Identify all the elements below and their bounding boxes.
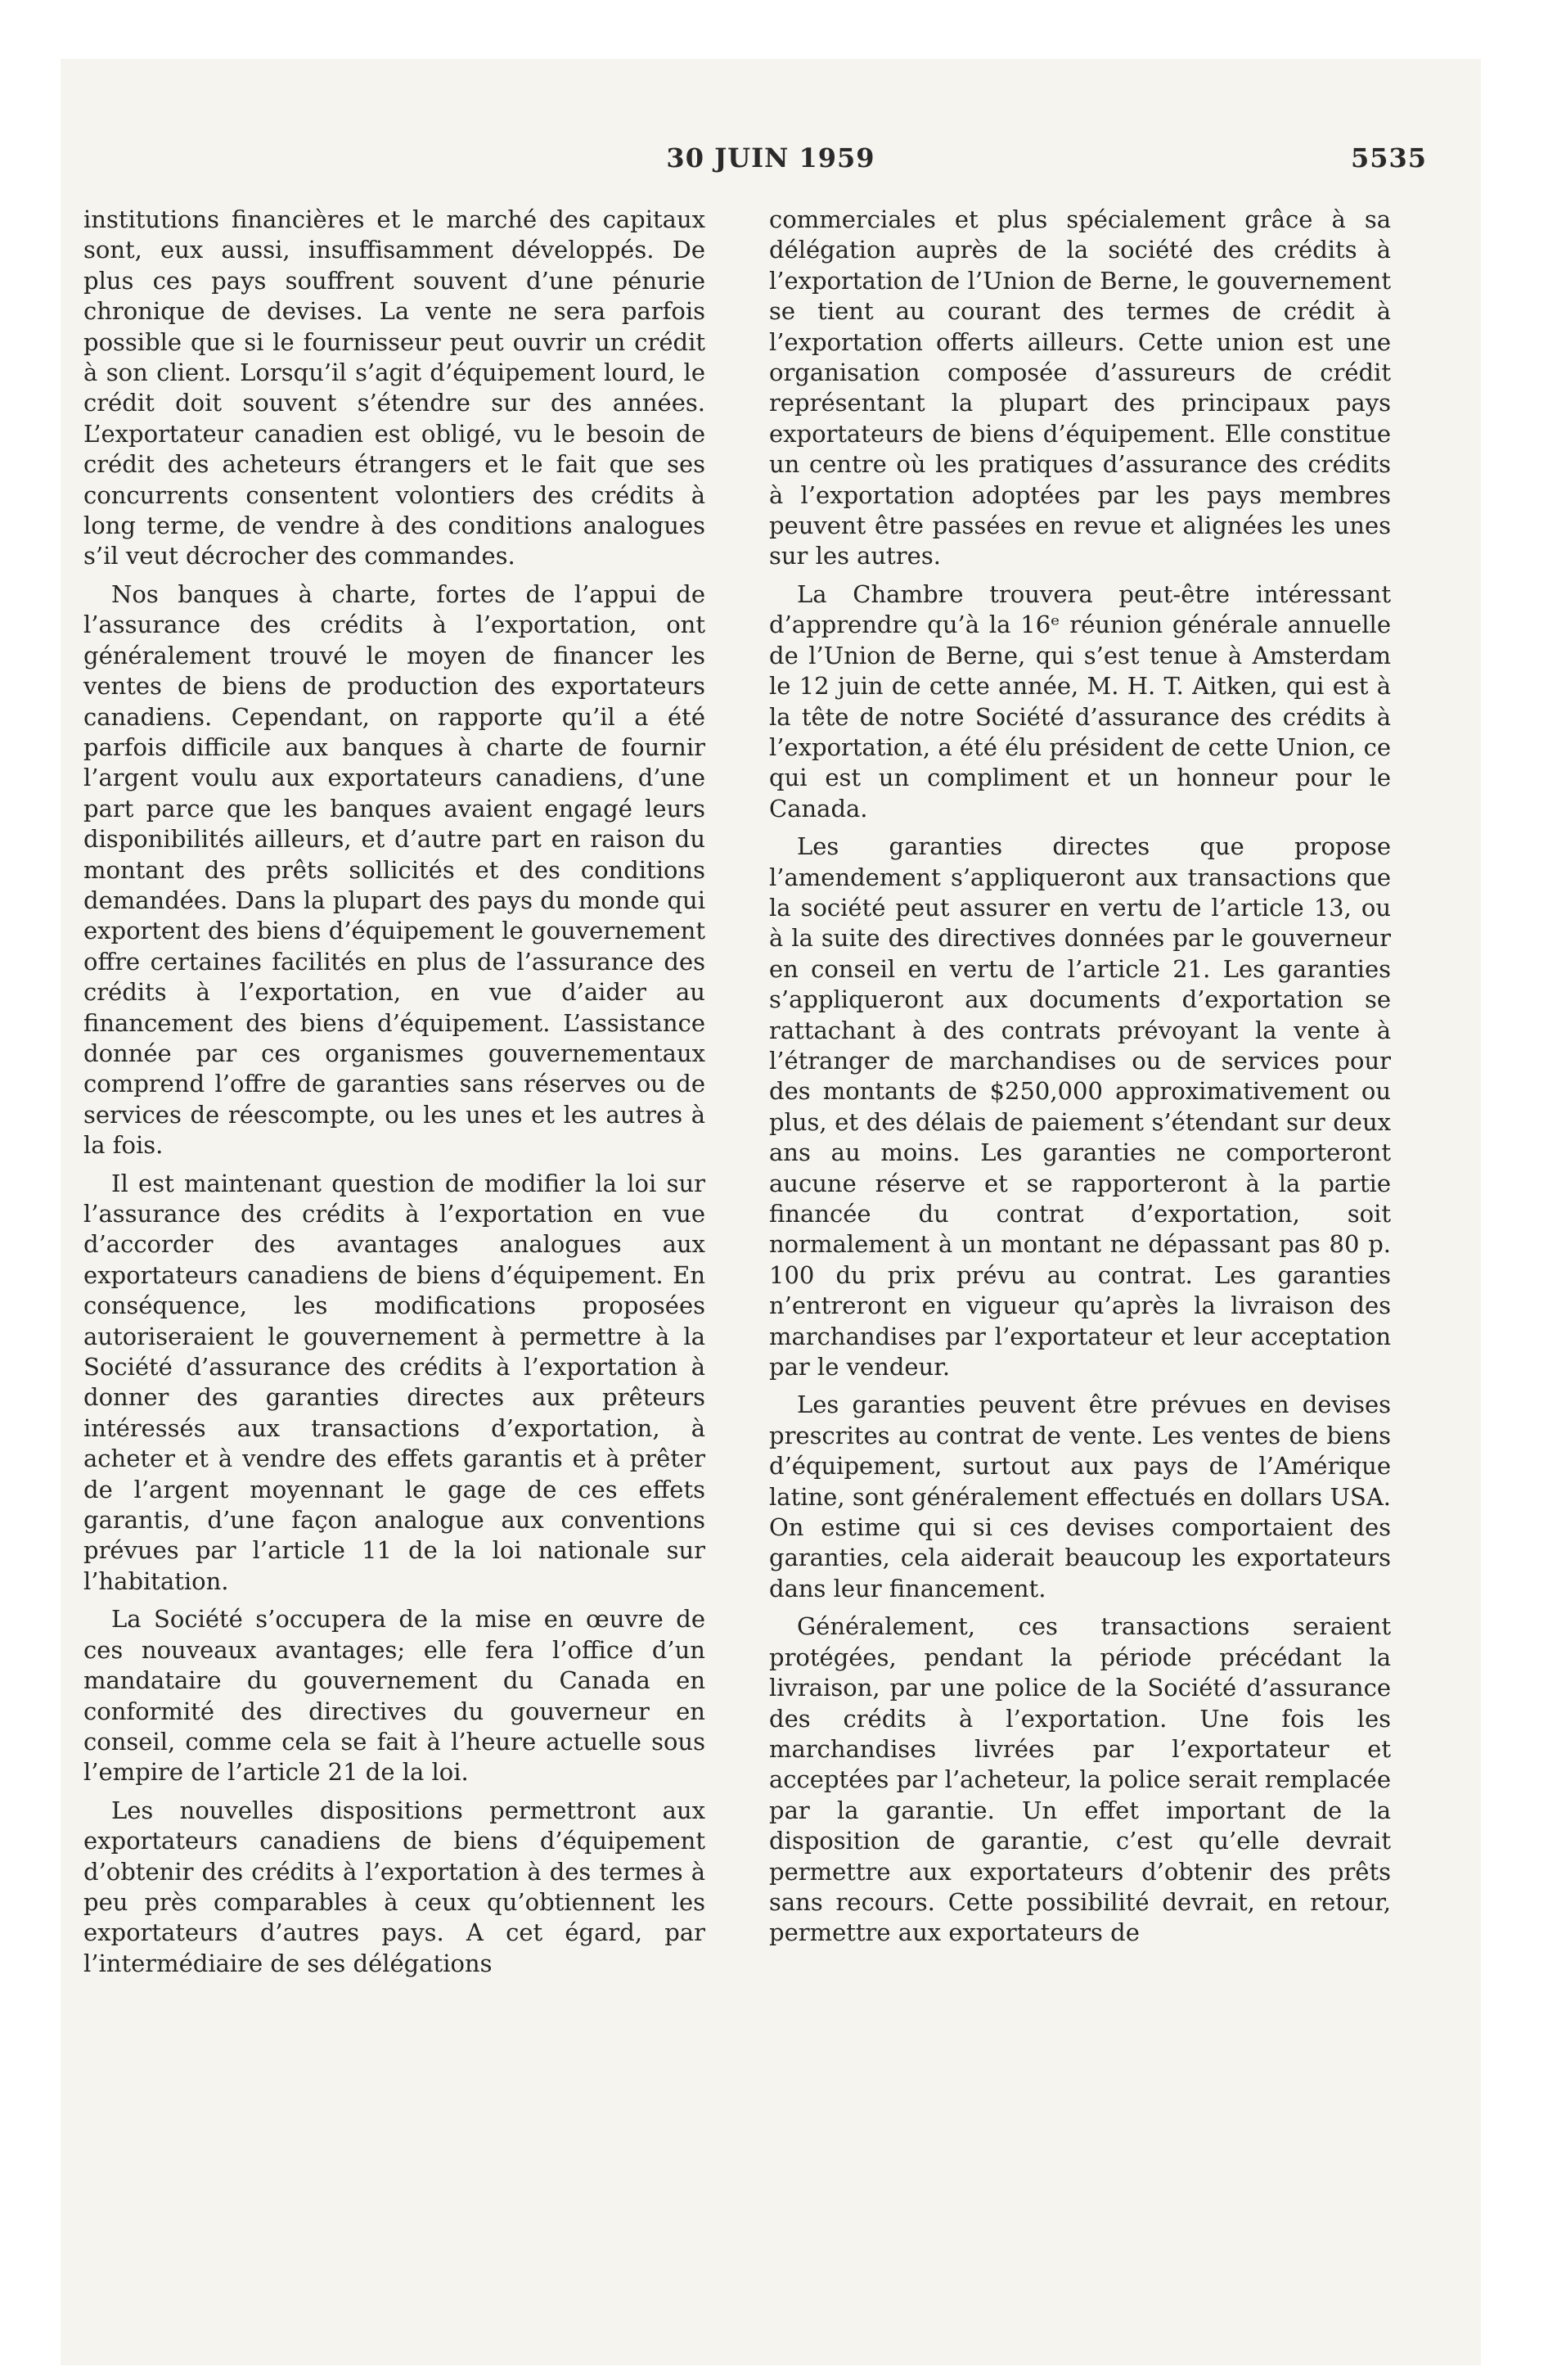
paragraph: Les garanties directes que propose l’amendement s’appliqueront aux transactions que la société peut assurer en vertu de l’article 13, ou à la suite des directives données par le gouverneur en conseil en vertu de l’article 21. Les garanties s’appliqueront aux documents d’exportation se rattachant à des contrats prévoyant la vente à l’étranger de marchandises ou de services pour des montants de $250,000 approximativement ou plus, et des délais de paiement s’étendant sur deux ans au moins. Les garanties ne comporteront aucune réserve et se rapporteront à la partie financée du contrat d’exportation, soit normalement à un montant ne dépassant pas 80 p. 100 du prix prévu au contrat. Les garanties n’entreront en vigueur qu’après la livraison des marchandises par l’exportateur et leur acceptation par le vendeur. (769, 832, 1391, 1382)
paragraph: Les nouvelles dispositions permettront aux exportateurs canadiens de biens d’équipement d’obtenir des crédits à l’exportation à des termes à peu près comparables à ceux qu’obtiennent les exportateurs d’autres pays. A cet égard, par l’intermédiaire de ses délégations (83, 1796, 705, 1977)
left-column (83, 205, 705, 1979)
paragraph: Nos banques à charte, fortes de l’appui de l’assurance des crédits à l’exportation, ont généralement trouvé le moyen de financer les ventes de biens de production des exportateurs canadiens. Cependant, on rapporte qu’il a été parfois difficile aux banques à charte de fournir l’argent voulu aux exportateurs canadiens, d’une part parce que les banques avaient engagé leurs disponibilités ailleurs, et d’autre part en raison du montant des prêts sollicités et des conditions demandées. Dans la plupart des pays du monde qui exportent des biens d’équipement le gouvernement offre certaines facilités en plus de l’assurance des crédits à l’exportation, en vue d’aider au financement des biens d’équipement. L’assistance donnée par ces organismes gouvernementaux comprend l’offre de garanties sans réserves ou de services de réescompte, ou les unes et les autres à la fois. (83, 579, 705, 1160)
paragraph: Les garanties peuvent être prévues en devises prescrites au contrat de vente. Les ventes de biens d’équipement, surtout aux pays de l’Amérique latine, sont généralement effectués en dollars USA. On estime qui si ces devises comportaient des garanties, cela aiderait beaucoup les exportateurs dans leur financement. (769, 1391, 1391, 1602)
page-number: 5535 (1350, 142, 1427, 174)
paragraph: La Société s’occupera de la mise en œuvre de ces nouveaux avantages; elle fera l’office d’un mandataire du gouvernement du Canada en conformité des directives du gouverneur en conseil, comme cela se fait à l’heure actuelle sous l’empire de l’article 21 de la loi. (83, 1605, 705, 1787)
right-column (769, 205, 1391, 1949)
paragraph: institutions financières et le marché des capitaux sont, eux aussi, insuffisamment développés. De plus ces pays souffrent souvent d’une pénurie chronique de devises. La vente ne sera parfois possible que si le fournisseur peut ouvrir un crédit à son client. Lorsqu’il s’agit d’équipement lourd, le crédit doit souvent s’étendre sur des années. L’exportateur canadien est obligé, vu le besoin de crédit des acheteurs étrangers et le fait que ses concurrents consentent volontiers des crédits à long terme, de vendre à des conditions analogues s’il veut décrocher des commandes. (83, 205, 705, 570)
header-date: 30 JUIN 1959 (666, 142, 875, 174)
page-header (115, 142, 1427, 178)
paragraph: commerciales et plus spécialement grâce à sa délégation auprès de la société des crédits à l’exportation de l’Union de Berne, le gouvernement se tient au courant des termes de crédit à l’exportation offerts ailleurs. Cette union est une organisation composée d’assureurs de crédit représentant la plupart des principaux pays exportateurs de biens d’équipement. Elle constitue un centre où les pratiques d’assurance des crédits à l’exportation adoptées par les pays membres peuvent être passées en revue et alignées les unes sur les autres. (769, 205, 1391, 570)
paragraph: Il est maintenant question de modifier la loi sur l’assurance des crédits à l’exportation en vue d’accorder des avantages analogues aux exportateurs canadiens de biens d’équipement. En conséquence, les modifications proposées autoriseraient le gouvernement à permettre à la Société d’assurance des crédits à l’exportation à donner des garanties directes aux prêteurs intéressés aux transactions d’exportation, à acheter et à vendre des effets garantis et à prêter de l’argent moyennant le gage de ces effets garantis, d’une façon analogue aux conventions prévues par l’article 11 de la loi nationale sur l’habitation. (83, 1169, 705, 1595)
paragraph: La Chambre trouvera peut-être intéressant d’apprendre qu’à la 16ᵉ réunion générale annuelle de l’Union de Berne, qui s’est tenue à Amsterdam le 12 juin de cette année, M. H. T. Aitken, qui est à la tête de notre Société d’assurance des crédits à l’exportation, a été élu président de cette Union, ce qui est un compliment et un honneur pour le Canada. (769, 579, 1391, 823)
paragraph: Généralement, ces transactions seraient protégées, pendant la période précédant la livraison, par une police de la Société d’assurance des crédits à l’exportation. Une fois les marchandises livrées par l’exportateur et acceptées par l’acheteur, la police serait remplacée par la garantie. Un effet important de la disposition de garantie, c’est qu’elle devrait permettre aux exportateurs d’obtenir des prêts sans recours. Cette possibilité devrait, en retour, permettre aux exportateurs de (769, 1612, 1391, 1947)
